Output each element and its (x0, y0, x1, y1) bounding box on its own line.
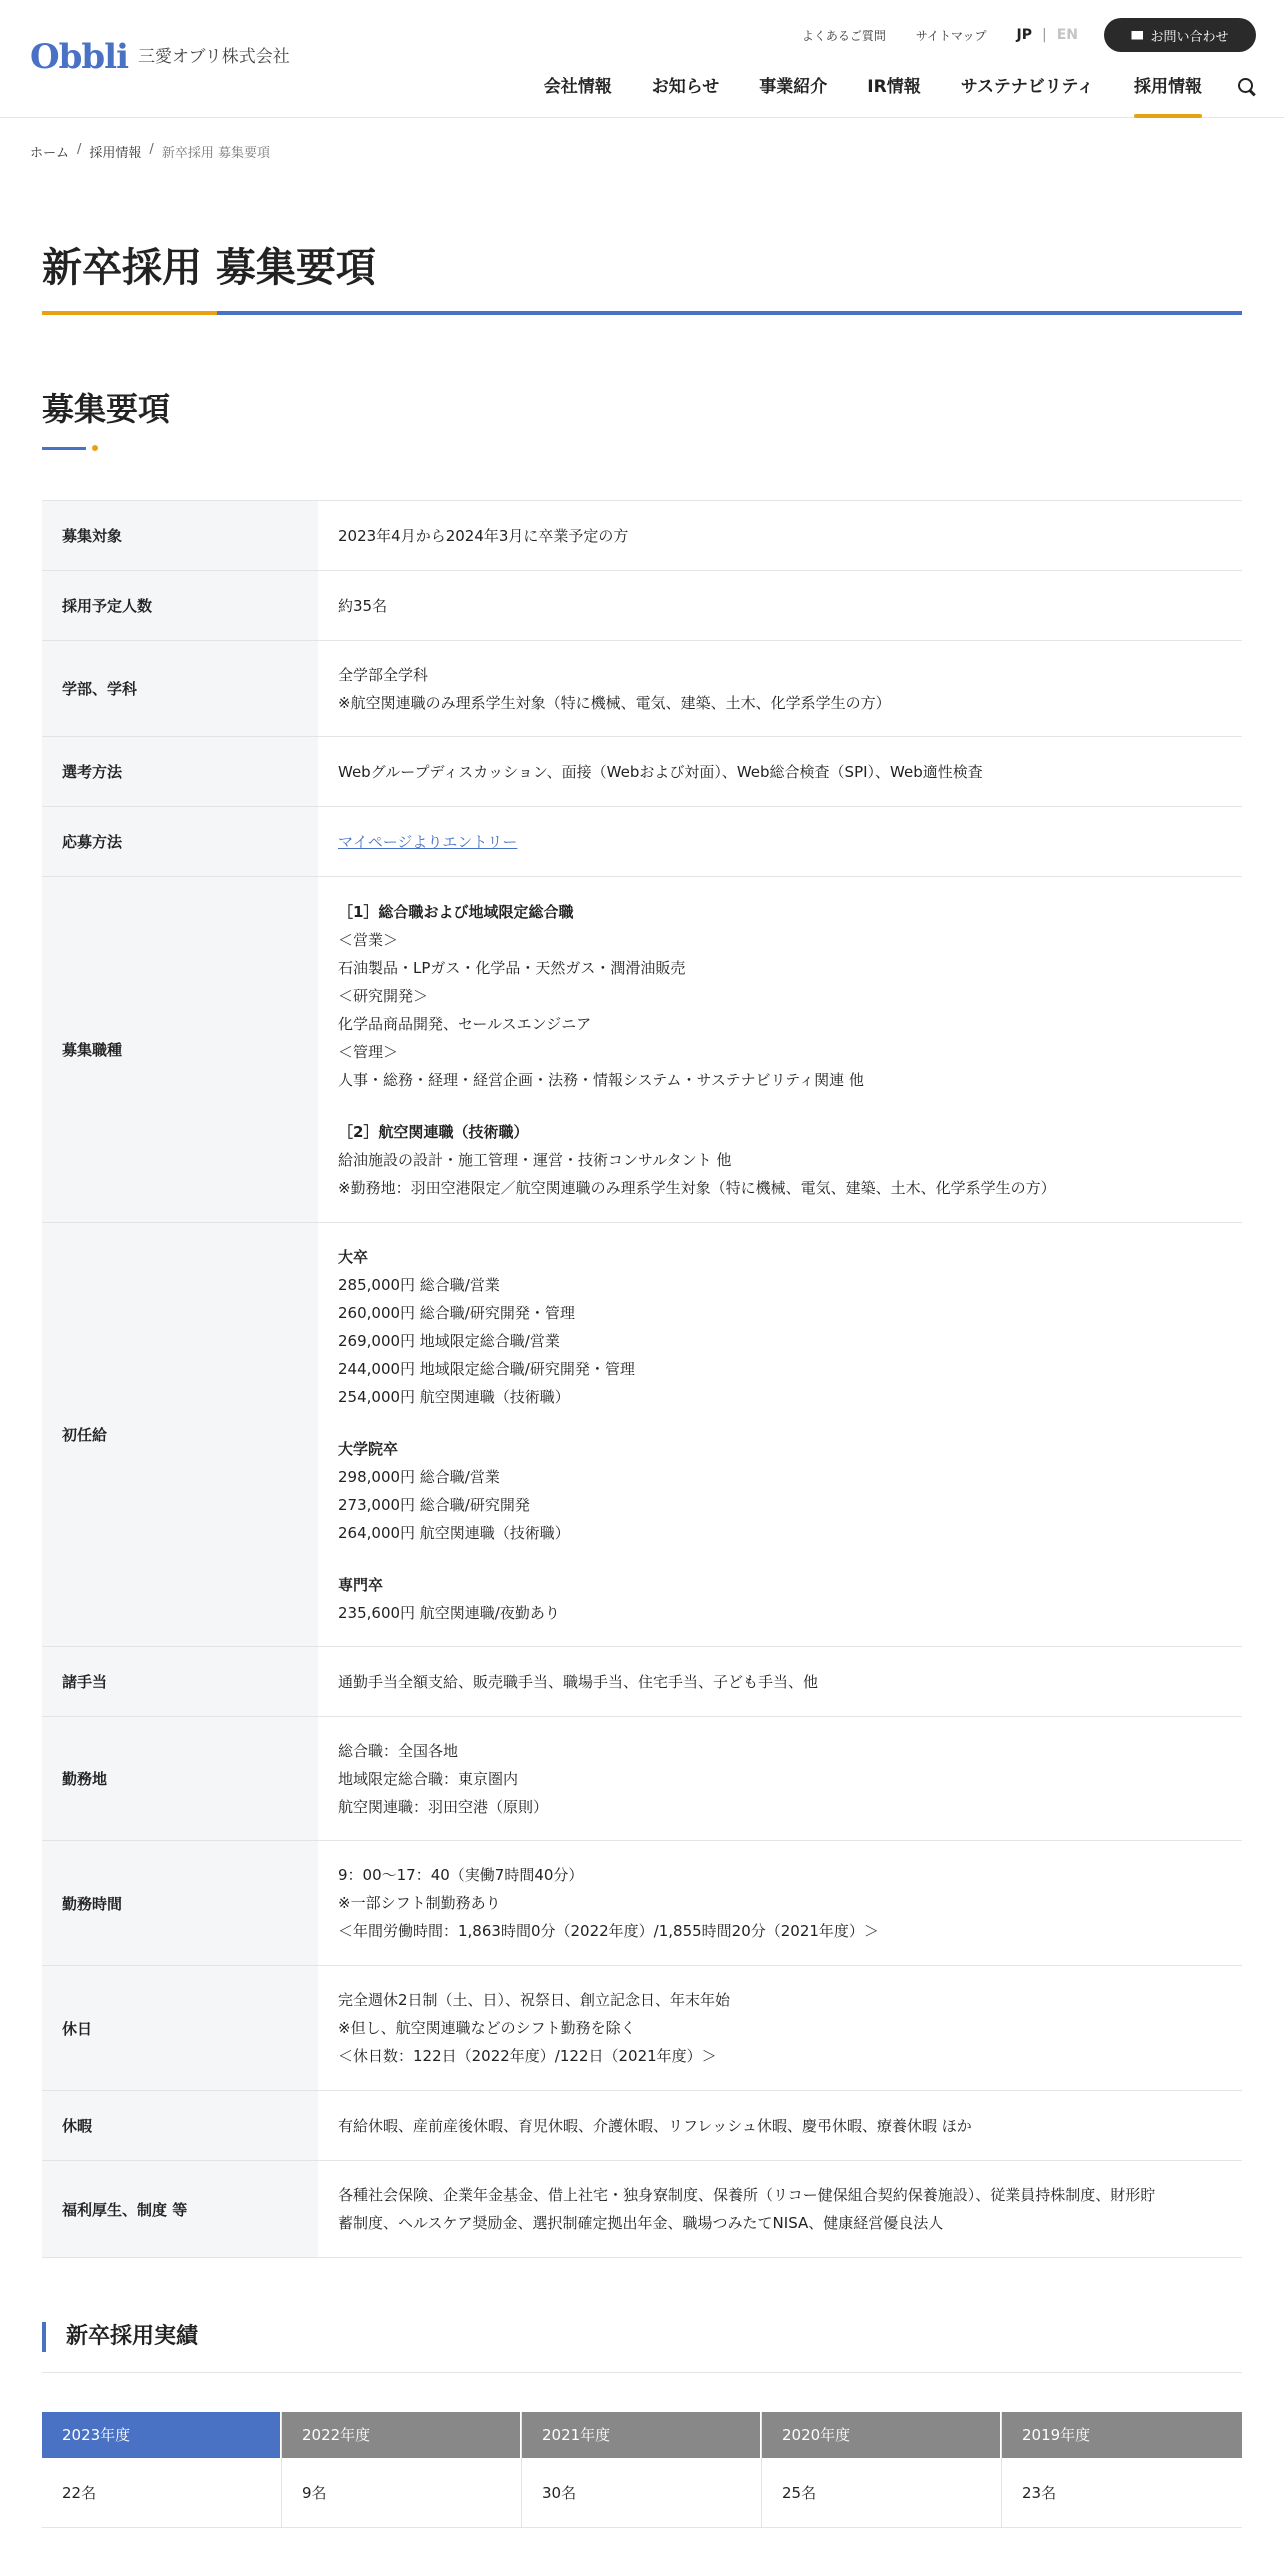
results-column (1002, 2412, 1242, 2528)
table-row (42, 1647, 1242, 1717)
table-row (42, 1223, 1242, 1647)
row-value (318, 1223, 1242, 1646)
year-header: 2022年度 (282, 2412, 521, 2458)
row-label: 募集対象 (42, 501, 318, 570)
job-line: ＜研究開発＞ (338, 986, 429, 1005)
results-column (282, 2412, 522, 2528)
welfare-line: 各種社会保険、企業年金基金、借上社宅・独身寮制度、保養所（リコー健保組合契約保養施設）、従業員持株制度、財形貯 (338, 2186, 1156, 2204)
target-text: 2023年4月から2024年3月に卒業予定の方 (338, 526, 629, 545)
results-column (762, 2412, 1002, 2528)
salary-heading: 大卒 (338, 1247, 369, 1266)
section-underline (42, 445, 98, 451)
job-line: 人事・総務・経理・経営企画・法務・情報システム・サステナビリティ関連 他 (338, 1070, 864, 1089)
selection-text: Webグループディスカッション、面接（Webおよび対面）、Web総合検査（SPI）、Web適性検査 (338, 762, 983, 781)
table-row (42, 641, 1242, 737)
row-label: 勤務地 (42, 1717, 318, 1840)
lang-jp[interactable]: JP (1016, 27, 1032, 43)
hire-count: 22名 (42, 2458, 281, 2528)
requirements-table (42, 500, 1242, 2258)
year-header: 2019年度 (1002, 2412, 1242, 2458)
salary-line: 285,000円 総合職/営業 (338, 1275, 500, 1294)
results-title: 新卒採用実績 (42, 2322, 198, 2352)
job-category-heading: ［1］総合職および地域限定総合職 (338, 902, 574, 921)
mail-icon (1131, 31, 1143, 40)
salary-line: 254,000円 航空関連職（技術職） (338, 1387, 570, 1406)
year-header: 2023年度 (42, 2412, 281, 2458)
lang-en[interactable]: EN (1056, 27, 1078, 43)
hours-line: ※一部シフト制勤務あり (338, 1894, 501, 1912)
table-row (42, 2161, 1242, 2258)
search-icon[interactable] (1238, 78, 1256, 96)
contact-button[interactable] (1104, 18, 1256, 52)
year-header: 2020年度 (762, 2412, 1001, 2458)
row-label: 勤務時間 (42, 1841, 318, 1965)
hours-line: 9：00〜17：40（実働7時間40分） (338, 1866, 584, 1884)
table-row (42, 501, 1242, 571)
row-label: 選考方法 (42, 737, 318, 806)
language-switcher (1017, 27, 1078, 43)
job-category-heading: ［2］航空関連職（技術職） (338, 1122, 529, 1141)
job-line: 給油施設の設計・施工管理・運営・技術コンサルタント 他 (338, 1150, 732, 1169)
row-label: 応募方法 (42, 807, 318, 876)
row-value (318, 807, 1242, 876)
page-title: 新卒採用 募集要項 (42, 245, 376, 291)
table-row (42, 2091, 1242, 2161)
year-header: 2021年度 (522, 2412, 761, 2458)
hire-count: 30名 (522, 2458, 761, 2528)
row-value (318, 1647, 1242, 1716)
breadcrumb-home[interactable]: ホーム (30, 146, 70, 161)
row-value (318, 1966, 1242, 2090)
logo-company-name: 三愛オブリ株式会社 (138, 46, 290, 67)
salary-line: 264,000円 航空関連職（技術職） (338, 1523, 570, 1542)
leave-text: 有給休暇、産前産後休暇、育児休暇、介護休暇、リフレッシュ休暇、慶弔休暇、療養休暇 ほか (338, 2116, 972, 2135)
faculty-text: 全学部全学科 (338, 665, 429, 684)
hire-count: 9名 (282, 2458, 521, 2528)
allowance-text: 通勤手当全額支給、販売職手当、職場手当、住宅手当、子ども手当、他 (338, 1672, 819, 1691)
breadcrumb-separator: / (77, 142, 82, 157)
mypage-entry-link[interactable]: マイページよりエントリー (338, 832, 518, 851)
salary-line: 244,000円 地域限定総合職/研究開発・管理 (338, 1359, 635, 1378)
salary-line: 235,600円 航空関連職/夜勤あり (338, 1603, 560, 1622)
hours-line: ＜年間労働時間：1,863時間0分（2022年度）/1,855時間20分（2021年度）＞ (338, 1922, 879, 1940)
holiday-line: 完全週休2日制（土、日）、祝祭日、創立記念日、年末年始 (338, 1991, 731, 2009)
table-row (42, 1966, 1242, 2091)
row-label: 初任給 (42, 1223, 318, 1646)
nav-news[interactable]: お知らせ (651, 77, 720, 97)
title-underline (42, 311, 1242, 315)
job-line: 化学品商品開発、セールスエンジニア (338, 1014, 592, 1033)
salary-line: 273,000円 総合職/研究開発 (338, 1495, 530, 1514)
holiday-line: ※但し、航空関連職などのシフト勤務を除く (338, 2019, 636, 2037)
table-row (42, 571, 1242, 641)
row-value (318, 571, 1242, 640)
job-line: ※勤務地：羽田空港限定／航空関連職のみ理系学生対象（特に機械、電気、建築、土木、化学系学生の方） (338, 1178, 1056, 1197)
global-nav (504, 72, 1256, 102)
salary-heading: 専門卒 (338, 1575, 384, 1594)
job-line: ＜管理＞ (338, 1042, 399, 1061)
table-row (42, 1717, 1242, 1841)
breadcrumb (30, 142, 270, 161)
faq-link[interactable]: よくあるご質問 (801, 28, 886, 43)
holiday-line: ＜休日数：122日（2022年度）/122日（2021年度）＞ (338, 2047, 717, 2065)
nav-recruit[interactable]: 採用情報 (1134, 72, 1202, 102)
hire-count: 23名 (1002, 2458, 1242, 2528)
results-table (42, 2412, 1242, 2528)
row-label: 諸手当 (42, 1647, 318, 1716)
location-line: 地域限定総合職：東京圏内 (338, 1769, 519, 1788)
row-value (318, 501, 1242, 570)
breadcrumb-recruit[interactable]: 採用情報 (89, 146, 142, 161)
divider (42, 2372, 1242, 2373)
welfare-line: 蓄制度、ヘルスケア奨励金、選択制確定拠出年金、職場つみたてNISA、健康経営優良法人 (338, 2214, 944, 2232)
row-label: 学部、学科 (42, 641, 318, 736)
job-line: 石油製品・LPガス・化学品・天然ガス・潤滑油販売 (338, 958, 686, 977)
contact-button-label: お問い合わせ (1150, 29, 1229, 45)
table-row (42, 737, 1242, 807)
salary-line: 269,000円 地域限定総合職/営業 (338, 1331, 560, 1350)
table-row (42, 1841, 1242, 1966)
nav-business[interactable]: 事業紹介 (759, 77, 828, 97)
results-column (522, 2412, 762, 2528)
salary-line: 260,000円 総合職/研究開発・管理 (338, 1303, 575, 1322)
salary-heading: 大学院卒 (338, 1439, 399, 1458)
section-title: 募集要項 (42, 390, 171, 428)
site-logo[interactable] (30, 37, 290, 77)
row-value (318, 2091, 1242, 2160)
utility-nav (802, 18, 1256, 52)
count-text: 約35名 (338, 596, 388, 615)
faculty-note: ※航空関連職のみ理系学生対象（特に機械、電気、建築、土木、化学系学生の方） (338, 693, 891, 712)
row-label: 福利厚生、制度 等 (42, 2161, 318, 2257)
row-label: 募集職種 (42, 877, 318, 1222)
table-row (42, 877, 1242, 1223)
table-row (42, 807, 1242, 877)
logo-mark: Obbli (30, 37, 128, 77)
row-label: 休暇 (42, 2091, 318, 2160)
lang-separator: | (1042, 27, 1047, 43)
results-column (42, 2412, 282, 2528)
row-label: 採用予定人数 (42, 571, 318, 640)
site-header (0, 0, 1284, 118)
breadcrumb-current: 新卒採用 募集要項 (161, 146, 270, 161)
location-line: 航空関連職：羽田空港（原則） (338, 1797, 549, 1816)
job-line: ＜営業＞ (338, 930, 399, 949)
nav-sustainability[interactable]: サステナビリティ (960, 77, 1094, 97)
salary-line: 298,000円 総合職/営業 (338, 1467, 500, 1486)
breadcrumb-separator: / (149, 142, 154, 157)
hire-count: 25名 (762, 2458, 1001, 2528)
row-value (318, 2161, 1242, 2257)
sitemap-link[interactable]: サイトマップ (915, 28, 987, 43)
row-value (318, 641, 1242, 736)
row-value (318, 737, 1242, 806)
location-line: 総合職：全国各地 (338, 1741, 459, 1760)
row-value (318, 877, 1242, 1222)
nav-ir[interactable]: IR情報 (867, 77, 921, 97)
row-value (318, 1841, 1242, 1965)
row-label: 休日 (42, 1966, 318, 2090)
nav-company[interactable]: 会社情報 (543, 77, 612, 97)
row-value (318, 1717, 1242, 1840)
